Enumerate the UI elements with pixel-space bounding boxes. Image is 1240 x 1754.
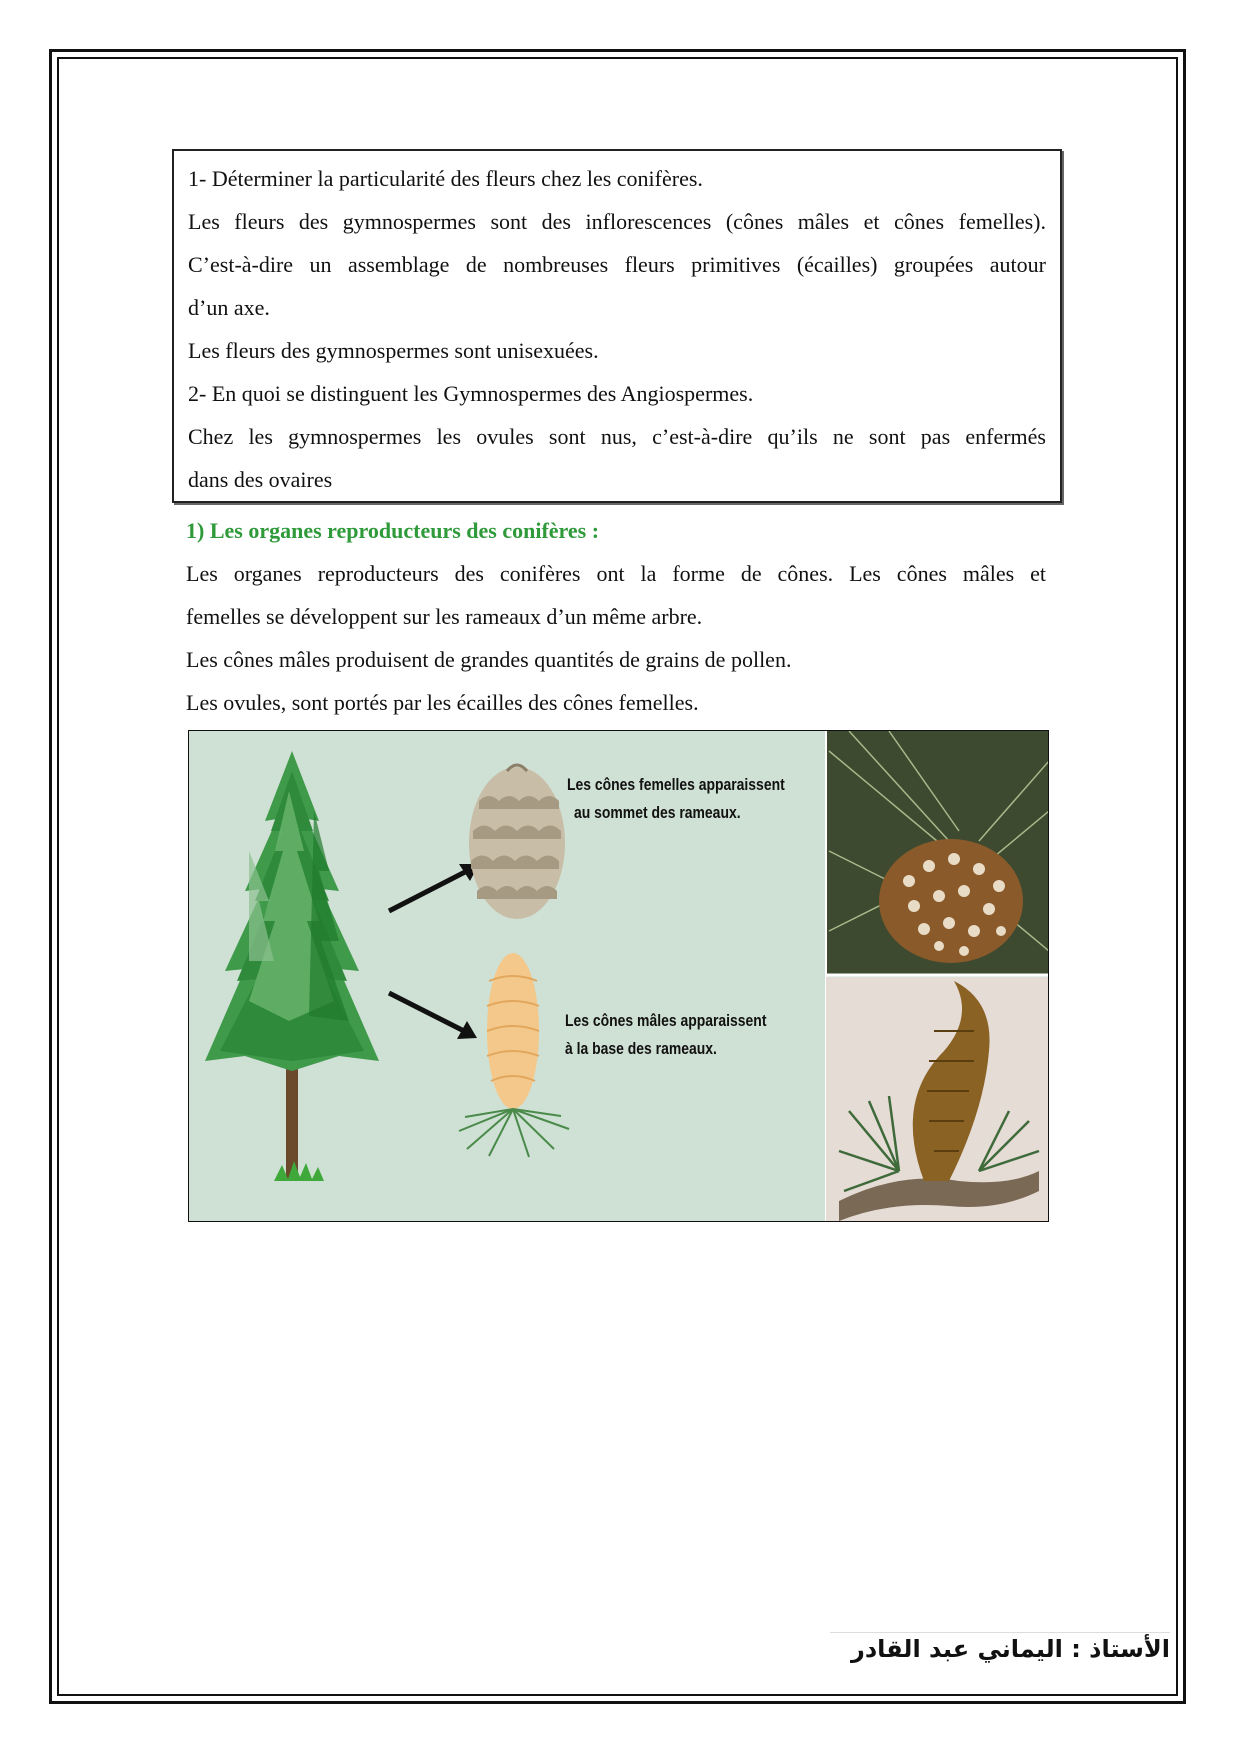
male-cone-label-line-1: Les cônes mâles apparaissent — [565, 1011, 767, 1030]
question-answer-box — [172, 149, 1062, 503]
answer-1-line-2: C’est-à-dire un assemblage de nombreuses fleurs primitives (écailles) groupées autour — [188, 252, 1046, 277]
answer-1-line-1: Les fleurs des gymnospermes sont des inflorescences (cônes mâles et cônes femelles). — [188, 209, 1046, 234]
answer-1-line-3: d’un axe. — [188, 295, 270, 320]
conifer-cones-figure — [188, 730, 1049, 1222]
female-cone-label-line-2: au sommet des rameaux. — [574, 803, 741, 822]
paragraph-line-4: Les ovules, sont portés par les écailles des cônes femelles. — [186, 690, 699, 715]
signature-divider — [830, 1632, 1170, 1633]
author-signature: الأستاذ : اليماني عبد القادر — [851, 1635, 1170, 1663]
section-body — [186, 552, 1046, 724]
answer-2-line-2: dans des ovaires — [188, 467, 333, 492]
answer-2-line-1: Chez les gymnospermes les ovules sont nus, c’est-à-dire qu’ils ne sont pas enfermés — [188, 424, 1046, 449]
paragraph-line-1: Les organes reproducteurs des conifères ont la forme de cônes. Les cônes mâles et — [186, 561, 1046, 586]
paragraph-line-2: femelles se développent sur les rameaux d’un même arbre. — [186, 604, 703, 629]
male-cone-label-line-2: à la base des rameaux. — [565, 1039, 717, 1058]
female-cone-photo — [826, 731, 1049, 975]
male-cone-photo — [826, 977, 1049, 1222]
paragraph-line-3: Les cônes mâles produisent de grandes quantités de grains de pollen. — [186, 647, 792, 672]
question-2: 2- En quoi se distinguent les Gymnospermes des Angiospermes. — [188, 381, 754, 406]
female-cone-label-line-1: Les cônes femelles apparaissent — [567, 775, 785, 794]
section-title: 1) Les organes reproducteurs des conifères : — [186, 518, 600, 543]
answer-1-line-4: Les fleurs des gymnospermes sont unisexuées. — [188, 338, 599, 363]
question-1: 1- Déterminer la particularité des fleurs chez les conifères. — [188, 166, 703, 191]
